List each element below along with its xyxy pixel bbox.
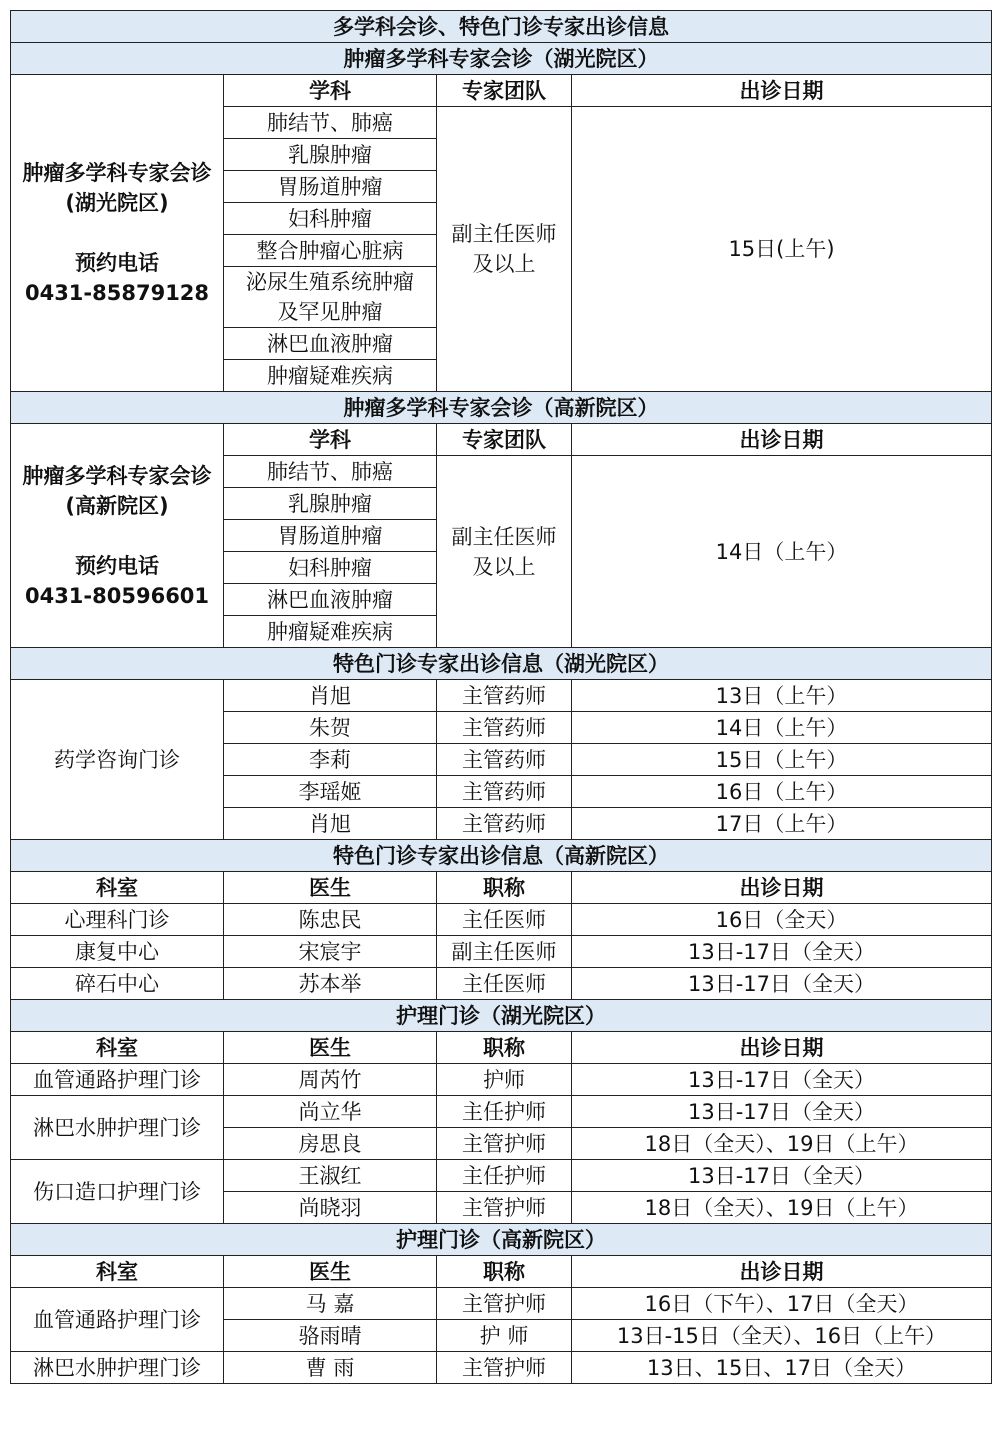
date-cell: 13日-15日（全天）、16日（上午）	[572, 1320, 992, 1352]
subject-cell: 胃肠道肿瘤	[224, 520, 437, 552]
dept-cell: 伤口造口护理门诊	[11, 1160, 224, 1224]
title-row	[11, 11, 992, 43]
page-title: 多学科会诊、特色门诊专家出诊信息	[11, 11, 992, 43]
subject-cell: 肺结节、肺癌	[224, 456, 437, 488]
rank-cell: 主管药师	[437, 744, 572, 776]
header-row	[11, 872, 992, 904]
subject-cell: 整合肿瘤心脏病	[224, 235, 437, 267]
header-doctor: 医生	[224, 1256, 437, 1288]
dept-cell: 淋巴水肿护理门诊	[11, 1096, 224, 1160]
header-subject: 学科	[224, 424, 437, 456]
section-row	[11, 840, 992, 872]
subject-line: 泌尿生殖系统肿瘤	[246, 270, 414, 294]
subject-cell: 妇科肿瘤	[224, 552, 437, 584]
rank-cell: 主管护师	[437, 1128, 572, 1160]
section-title-nursing-huguang: 护理门诊（湖光院区）	[11, 1000, 992, 1032]
doctor-cell: 曹 雨	[224, 1352, 437, 1384]
section-row	[11, 1224, 992, 1256]
schedule-table	[10, 10, 992, 1384]
header-date: 出诊日期	[572, 424, 992, 456]
table-row	[11, 1352, 992, 1384]
header-doctor: 医生	[224, 1032, 437, 1064]
team-line: 及以上	[472, 554, 536, 579]
subject-cell: 肿瘤疑难疾病	[224, 616, 437, 648]
subject-cell: 乳腺肿瘤	[224, 139, 437, 171]
date-cell: 14日（上午）	[572, 456, 992, 648]
section-title-mdt-huguang: 肿瘤多学科专家会诊（湖光院区）	[11, 43, 992, 75]
section-row	[11, 648, 992, 680]
subject-cell: 淋巴血液肿瘤	[224, 328, 437, 360]
rank-cell: 护 师	[437, 1320, 572, 1352]
section-title-special-huguang: 特色门诊专家出诊信息（湖光院区）	[11, 648, 992, 680]
header-date: 出诊日期	[572, 1256, 992, 1288]
doctor-cell: 骆雨晴	[224, 1320, 437, 1352]
rank-cell: 主管药师	[437, 680, 572, 712]
header-date: 出诊日期	[572, 1032, 992, 1064]
doctor-cell: 宋宸宇	[224, 936, 437, 968]
doctor-cell: 苏本举	[224, 968, 437, 1000]
doctor-cell: 李瑶姬	[224, 776, 437, 808]
date-cell: 18日（全天）、19日（上午）	[572, 1128, 992, 1160]
header-rank: 职称	[437, 1032, 572, 1064]
header-row	[11, 1032, 992, 1064]
dept-cell: 血管通路护理门诊	[11, 1288, 224, 1352]
rank-cell: 主任护师	[437, 1160, 572, 1192]
table-row	[11, 904, 992, 936]
date-cell: 16日（上午）	[572, 776, 992, 808]
phone-number: 0431-80596601	[24, 583, 210, 608]
phone-label: 预约电话	[75, 251, 159, 275]
rank-cell: 主管药师	[437, 712, 572, 744]
dept-cell: 碎石中心	[11, 968, 224, 1000]
section-row	[11, 392, 992, 424]
section-row	[11, 43, 992, 75]
date-cell: 13日-17日（全天）	[572, 1064, 992, 1096]
doctor-cell: 王淑红	[224, 1160, 437, 1192]
section-title-special-gaoxin: 特色门诊专家出诊信息（高新院区）	[11, 840, 992, 872]
table-row	[11, 680, 992, 712]
header-dept: 科室	[11, 872, 224, 904]
doctor-cell: 肖旭	[224, 680, 437, 712]
team-line: 及以上	[472, 252, 536, 276]
rank-cell: 主管药师	[437, 776, 572, 808]
header-doctor: 医生	[224, 872, 437, 904]
section-title-mdt-gaoxin: 肿瘤多学科专家会诊（高新院区）	[11, 392, 992, 424]
header-dept: 科室	[11, 1032, 224, 1064]
table-row	[11, 1064, 992, 1096]
mdt-huguang-info	[11, 75, 224, 392]
rank-cell: 主任医师	[437, 968, 572, 1000]
dept-cell: 血管通路护理门诊	[11, 1064, 224, 1096]
phone-label: 预约电话	[75, 553, 159, 578]
date-cell: 16日（全天）	[572, 904, 992, 936]
subject-cell: 乳腺肿瘤	[224, 488, 437, 520]
date-cell: 13日-17日（全天）	[572, 936, 992, 968]
date-cell: 13日-17日（全天）	[572, 1160, 992, 1192]
header-dept: 科室	[11, 1256, 224, 1288]
date-cell: 13日-17日（全天）	[572, 1096, 992, 1128]
date-cell: 18日（全天）、19日（上午）	[572, 1192, 992, 1224]
header-rank: 职称	[437, 1256, 572, 1288]
date-cell: 13日、15日、17日（全天）	[572, 1352, 992, 1384]
table-row	[11, 936, 992, 968]
date-cell: 16日（下午）、17日（全天）	[572, 1288, 992, 1320]
subject-cell	[224, 267, 437, 328]
dept-cell: 药学咨询门诊	[11, 680, 224, 840]
header-row	[11, 75, 992, 107]
subject-cell: 淋巴血液肿瘤	[224, 584, 437, 616]
doctor-cell: 尚晓羽	[224, 1192, 437, 1224]
doctor-cell: 周芮竹	[224, 1064, 437, 1096]
date-cell: 14日（上午）	[572, 712, 992, 744]
center-name: 肿瘤多学科专家会诊	[22, 463, 212, 488]
rank-cell: 主管护师	[437, 1192, 572, 1224]
subject-cell: 肿瘤疑难疾病	[224, 360, 437, 392]
dept-cell: 心理科门诊	[11, 904, 224, 936]
rank-cell: 主管药师	[437, 808, 572, 840]
rank-cell: 主任医师	[437, 904, 572, 936]
table-row	[11, 1096, 992, 1128]
doctor-cell: 房思良	[224, 1128, 437, 1160]
section-title-nursing-gaoxin: 护理门诊（高新院区）	[11, 1224, 992, 1256]
header-team: 专家团队	[437, 75, 572, 107]
table-row	[11, 1288, 992, 1320]
subject-cell: 胃肠道肿瘤	[224, 171, 437, 203]
date-cell: 17日（上午）	[572, 808, 992, 840]
rank-cell: 护师	[437, 1064, 572, 1096]
rank-cell: 副主任医师	[437, 936, 572, 968]
campus-name: (湖光院区)	[65, 191, 169, 215]
doctor-cell: 朱贺	[224, 712, 437, 744]
header-subject: 学科	[224, 75, 437, 107]
subject-cell: 妇科肿瘤	[224, 203, 437, 235]
team-cell	[437, 107, 572, 392]
doctor-cell: 李莉	[224, 744, 437, 776]
section-row	[11, 1000, 992, 1032]
header-row	[11, 424, 992, 456]
rank-cell: 主管护师	[437, 1288, 572, 1320]
rank-cell: 主任护师	[437, 1096, 572, 1128]
subject-cell: 肺结节、肺癌	[224, 107, 437, 139]
table-row	[11, 968, 992, 1000]
team-line: 副主任医师	[451, 524, 557, 549]
date-cell: 13日（上午）	[572, 680, 992, 712]
header-rank: 职称	[437, 872, 572, 904]
rank-cell: 主管护师	[437, 1352, 572, 1384]
doctor-cell: 马 嘉	[224, 1288, 437, 1320]
campus-name: (高新院区)	[65, 493, 169, 518]
header-date: 出诊日期	[572, 75, 992, 107]
subject-line: 及罕见肿瘤	[277, 300, 383, 324]
header-team: 专家团队	[437, 424, 572, 456]
mdt-gaoxin-info	[11, 424, 224, 648]
phone-number: 0431-85879128	[24, 281, 210, 305]
table-row	[11, 1160, 992, 1192]
center-name: 肿瘤多学科专家会诊	[22, 161, 212, 185]
doctor-cell: 肖旭	[224, 808, 437, 840]
dept-cell: 康复中心	[11, 936, 224, 968]
date-cell: 15日（上午）	[572, 744, 992, 776]
date-cell: 15日(上午)	[572, 107, 992, 392]
team-line: 副主任医师	[451, 222, 557, 246]
team-cell	[437, 456, 572, 648]
dept-cell: 淋巴水肿护理门诊	[11, 1352, 224, 1384]
date-cell: 13日-17日（全天）	[572, 968, 992, 1000]
doctor-cell: 尚立华	[224, 1096, 437, 1128]
header-row	[11, 1256, 992, 1288]
header-date: 出诊日期	[572, 872, 992, 904]
doctor-cell: 陈忠民	[224, 904, 437, 936]
